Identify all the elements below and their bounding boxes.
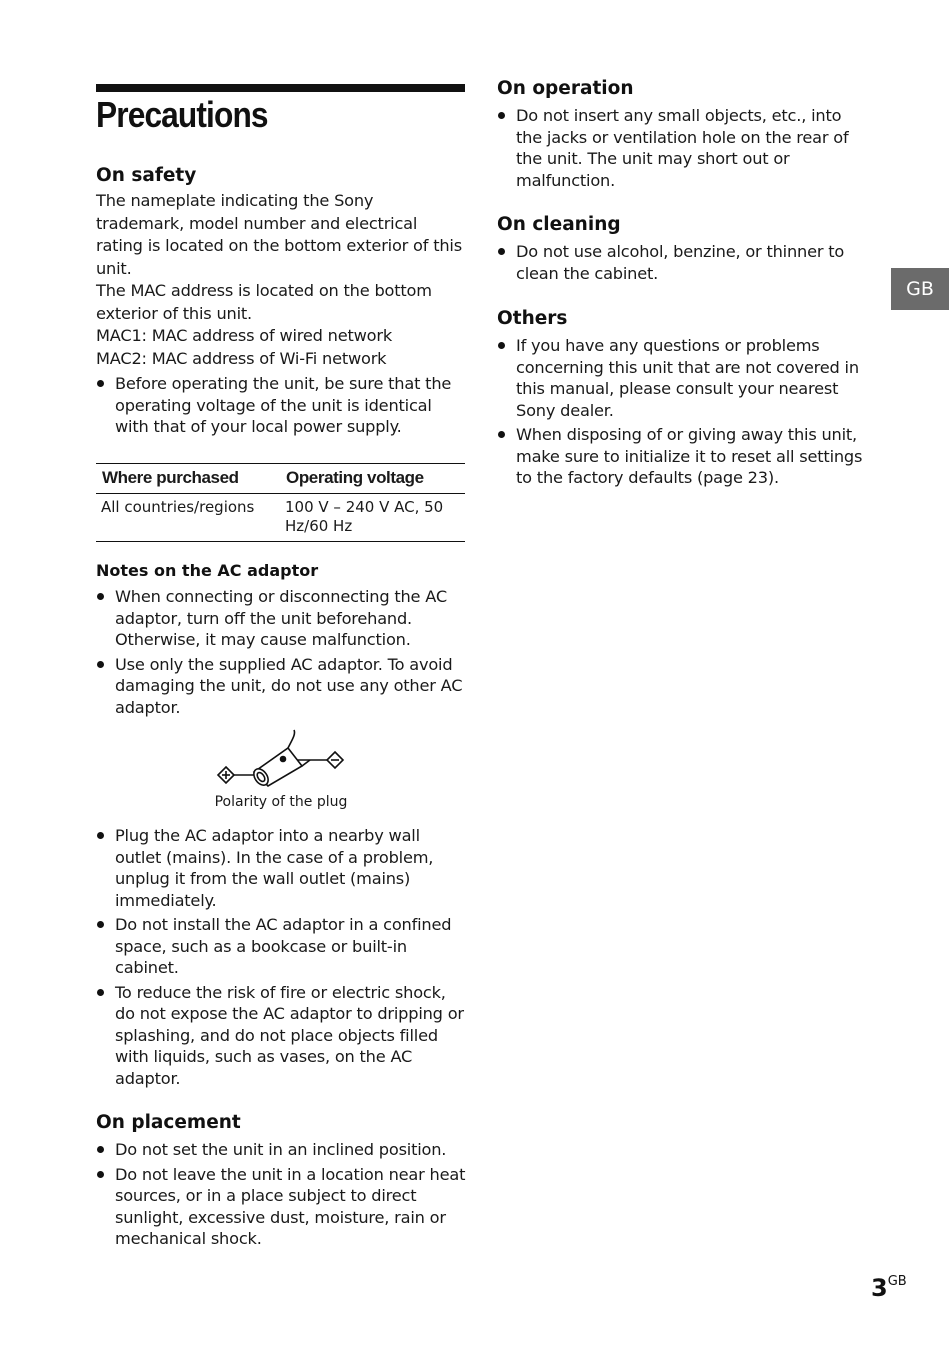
list-item: Do not insert any small objects, etc., into the jacks or ventilation hole on the rear of the unit. The unit may short out or malfunction. (497, 105, 872, 191)
voltage-table (96, 463, 465, 542)
language-tab: GB (891, 268, 949, 310)
list-item: Do not install the AC adaptor in a confined space, such as a bookcase or built-in cabinet. (96, 914, 466, 979)
figure-caption: Polarity of the plug (214, 794, 348, 810)
paragraph: MAC1: MAC address of wired network (96, 326, 393, 345)
on-operation-heading: On operation (497, 78, 634, 99)
page-number-value: 3 (871, 1274, 888, 1302)
voltage-table-wrap (96, 463, 466, 542)
paragraph: The nameplate indicating the Sony trademark, model number and electrical rating is located on the bottom exterior of this unit. (96, 191, 462, 278)
table-row (96, 494, 465, 542)
list-item: When connecting or disconnecting the AC adaptor, turn off the unit beforehand. Otherwise, it may cause malfunction. (96, 586, 466, 651)
section-on-operation (497, 77, 872, 194)
paragraph: MAC2: MAC address of Wi-Fi network (96, 348, 387, 368)
polarity-figure (96, 728, 466, 810)
table-header-where: Where purchased (96, 464, 280, 494)
page-title: Precautions (96, 94, 268, 135)
list-item: When disposing of or giving away this unit, make sure to initialize it to reset all settings to the factory defaults (page 23). (497, 424, 872, 489)
on-safety-heading: On safety (96, 165, 197, 186)
section-on-safety (96, 164, 466, 441)
list-item: If you have any questions or problems concerning this unit that are not covered in this manual, please consult your nearest Sony dealer. (497, 335, 872, 421)
on-safety-text (96, 190, 466, 370)
title-rule (96, 84, 465, 92)
page-number-suffix: GB (887, 1274, 907, 1289)
section-on-placement (96, 1111, 466, 1253)
plug-polarity-icon (96, 728, 465, 790)
section-on-cleaning (497, 213, 872, 287)
table-cell: 100 V – 240 V AC, 50 Hz/60 Hz (280, 494, 465, 542)
list-item: Do not leave the unit in a location near heat sources, or in a place subject to direct sunlight, excessive dust, moisture, rain or mechanical shock. (96, 1164, 466, 1250)
list-item: Do not use alcohol, benzine, or thinner to clean the cabinet. (497, 241, 872, 284)
on-operation-list (497, 105, 872, 191)
table-cell: All countries/regions (96, 494, 280, 542)
on-safety-list (96, 373, 466, 438)
list-item: Plug the AC adaptor into a nearby wall outlet (mains). In the case of a problem, unplug it from the wall outlet (mains) immediately. (96, 825, 466, 911)
section-others (497, 307, 872, 492)
ac-adaptor-heading: Notes on the AC adaptor (96, 561, 319, 580)
page-number (871, 1274, 907, 1302)
on-placement-list (96, 1139, 466, 1250)
on-placement-heading: On placement (96, 1112, 241, 1133)
list-item: Use only the supplied AC adaptor. To avoid damaging the unit, do not use any other AC adaptor. (96, 654, 466, 719)
ac-adaptor-list (96, 586, 466, 718)
others-heading: Others (497, 308, 568, 329)
others-list (497, 335, 872, 489)
ac-adaptor-list-2 (96, 825, 466, 1089)
list-item: Do not set the unit in an inclined position. (96, 1139, 466, 1161)
paragraph: The MAC address is located on the bottom exterior of this unit. (96, 281, 432, 323)
on-cleaning-heading: On cleaning (497, 214, 621, 235)
list-item: Before operating the unit, be sure that the operating voltage of the unit is identical with that of your local power supply. (96, 373, 466, 438)
on-cleaning-list (497, 241, 872, 284)
list-item: To reduce the risk of fire or electric shock, do not expose the AC adaptor to dripping or splashing, and do not place objects filled with liquids, such as vases, on the AC adaptor. (96, 982, 466, 1090)
section-ac-adaptor-more (96, 825, 466, 1092)
table-header-voltage: Operating voltage (280, 464, 465, 494)
section-ac-adaptor (96, 560, 466, 721)
